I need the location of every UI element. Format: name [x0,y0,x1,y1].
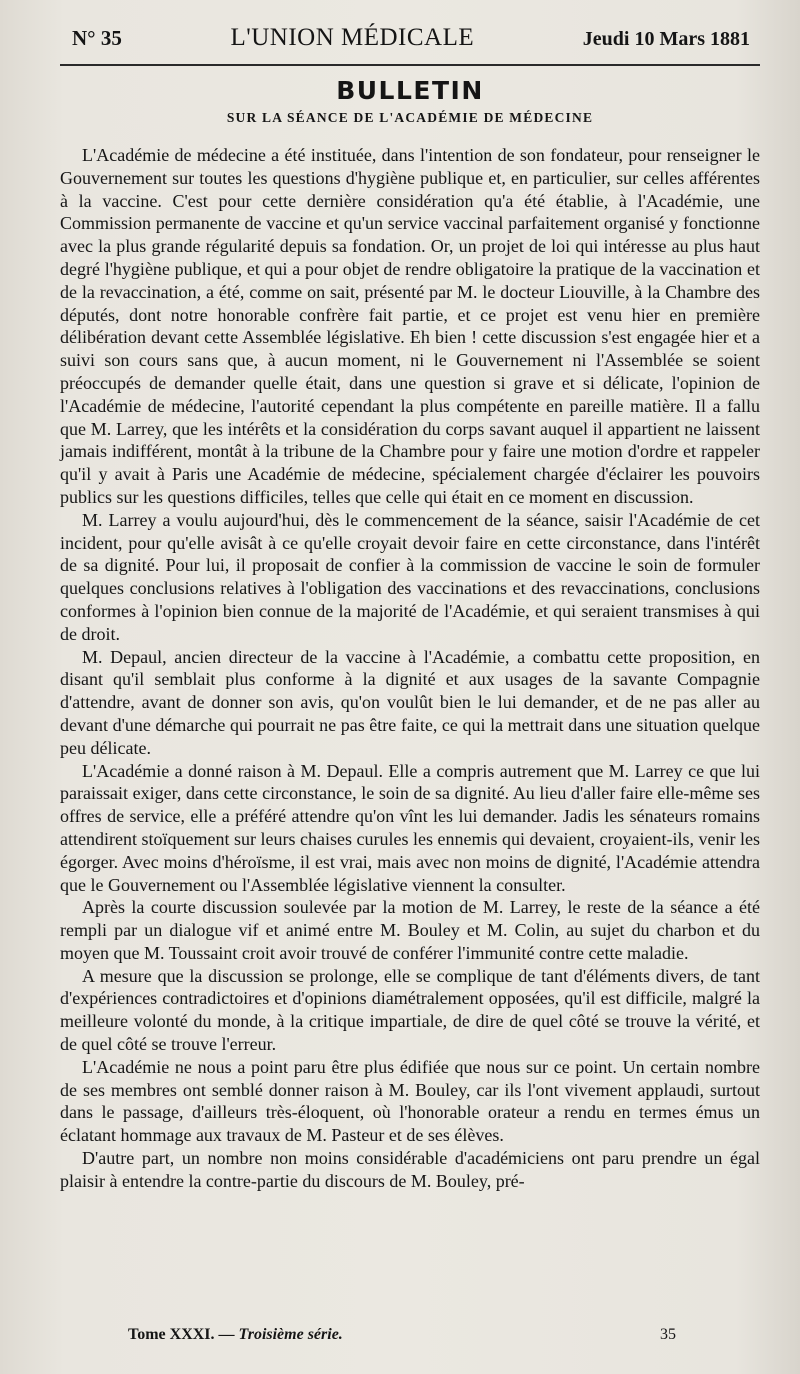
issue-number: N° 35 [72,26,122,50]
paragraph: L'Académie a donné raison à M. Depaul. Elle a compris autrement que M. Larrey ce que lui paraissait exiger, dans cette circonstance, le soin de sa dignité. Au lieu d'aller faire elle-même ses offres de service, elle a préféré attendre qu'on vînt les lui demander. Jadis les sénateurs romains attendirent stoïquement sur leurs chaises curules les ennemis qui devaient, croyaient-ils, venir les égorger. Avec moins d'héroïsme, il est vrai, mais avec non moins de dignité, l'Académie attendra que le Gouvernement ou l'Assemblée législative viennent la consulter. [60,760,760,895]
tome-label: Tome XXXI. — [128,1326,235,1343]
paragraph: Après la courte discussion soulevée par la motion de M. Larrey, le reste de la séance a été rempli par un dialogue vif et animé entre M. Bouley et M. Colin, au sujet du charbon et du moyen que M. Toussaint croit avoir trouvé de conférer l'immunité contre cette maladie. [60,897,760,963]
article-heading: BULLETIN [336,76,484,105]
article-subheading: SUR LA SÉANCE DE L'ACADÉMIE DE MÉDECINE [226,110,594,125]
paragraph: D'autre part, un nombre non moins considérable d'académiciens ont paru prendre un égal plaisir à entendre la contre-partie du discours de M. Bouley, pré- [60,1148,760,1191]
paragraph: M. Larrey a voulu aujourd'hui, dès le commencement de la séance, saisir l'Académie de cet incident, pour qu'elle avisât à ce qu'elle croyait devoir faire en cette circonstance, dans l'intérêt de sa dignité. Pour lui, il proposait de confier à la commission de vaccine le soin de formuler quelques conclusions relatives à l'obligation des vaccinations et des revaccinations, conclusions conformes à l'opinion bien connue de la majorité de l'Académie, et qui seraient transmises à qui de droit. [60,509,760,644]
paragraph: M. Depaul, ancien directeur de la vaccine à l'Académie, a combattu cette proposition, en disant qu'il semblait plus conforme à la dignité et aux usages de la savante Compagnie d'attendre, avant de donner son avis, qu'on voulût bien le lui demander, et de ne pas aller au devant d'une démarche qui pourrait ne pas être faite, ce qui la mettrait dans une situation quelque peu délicate. [60,646,760,758]
series-label: Troisième série. [238,1326,343,1343]
paragraph: L'Académie ne nous a point paru être plus édifiée que nous sur ce point. Un certain nombre de ses membres ont semblé donner raison à M. Bouley, car ils l'ont vivement applaudi, surtout dans le passage, d'ailleurs très-éloquent, où l'honorable orateur a rendu en termes émus un éclatant hommage aux travaux de M. Pasteur et de ses élèves. [60,1056,760,1146]
journal-title: L'UNION MÉDICALE [230,24,475,51]
footer-volume [128,1326,343,1344]
article-body [60,144,760,1193]
paragraph: L'Académie de médecine a été instituée, dans l'intention de son fondateur, pour renseigner le Gouvernement sur toutes les questions d'hygiène publique et, en particulier, sur celles afférentes à la vaccine. C'est pour cette dernière considération qu'a été établie, à l'Académie, une Commission permanente de vaccine et qu'un service vaccinal parfaitement organisé y fonctionne avec la plus grande régularité depuis sa fondation. Or, un projet de loi qui intéresse au plus haut degré l'hygiène publique, et qui a pour objet de rendre obligatoire la pratique de la vaccination et de la revaccination, a été, comme on sait, présenté par M. le docteur Liouville, à la Chambre des députés, dont notre honorable confrère fait partie, et ce projet est venu hier en première délibération devant cette Assemblée législative. Eh bien ! cette discussion s'est engagée hier et a suivi son cours sans que, à aucun moment, ni le Gouvernement ni l'Assemblée se soient préoccupés de demander quelle était, dans une question si grave et si délicate, l'opinion de l'Académie de médecine, l'autorité cependant la plus compétente en pareille matière. Il a fallu que M. Larrey, que les intérêts et la considération du corps savant auquel il appartient ne laissent jamais indifférent, montât à la tribune de la Chambre pour y faire une motion d'ordre et rappeler qu'il y avait à Paris une Académie de médecine, spécialement chargée d'éclairer les pouvoirs publics sur les questions difficiles, telles que celle qui était en ce moment en discussion. [60,145,760,507]
issue-date: Jeudi 10 Mars 1881 [582,28,750,50]
page-footer [0,1326,676,1344]
paragraph: A mesure que la discussion se prolonge, elle se complique de tant d'éléments divers, de tant d'expériences contradictoires et d'opinions diamétralement opposées, qu'il est difficile, malgré la meilleure volonté du monde, à la critique impartiale, de dire de quel côté se trouve la vérité, et de quel côté se trouve l'erreur. [60,965,760,1055]
page-number: 35 [660,1326,676,1343]
masthead [60,24,760,66]
